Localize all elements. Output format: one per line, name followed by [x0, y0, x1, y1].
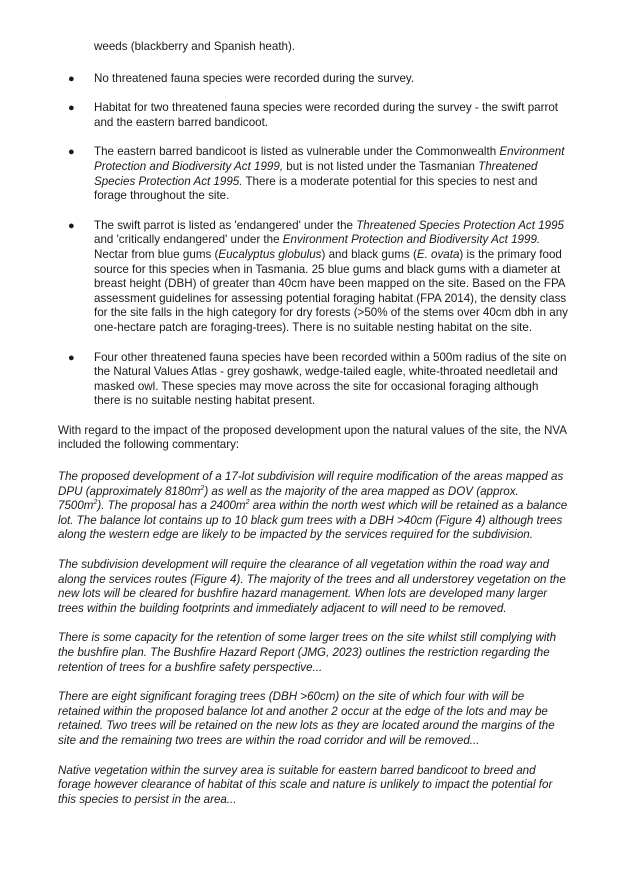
bullet-text	[94, 351, 566, 408]
text-run: ) as well as the majority of the area mapped as DOV (approx. 7500m	[58, 484, 519, 513]
bullet-icon: ●	[68, 351, 75, 364]
bullet-text	[94, 72, 414, 85]
quote-paragraph	[58, 470, 568, 543]
text-run: There is a moderate potential for this species to nest and forage throughout the site.	[94, 174, 538, 203]
text-run: but is not listed under the Tasmanian	[283, 159, 479, 173]
bullet-item	[58, 72, 568, 87]
bullet-icon: ●	[68, 102, 75, 115]
italic-run: Environment Protection and Biodiversity Act 1999,	[94, 145, 565, 173]
quote-paragraph	[58, 631, 568, 675]
text-run: ) and black gums (	[321, 247, 417, 261]
italic-run: Eucalyptus globulus	[218, 247, 322, 261]
text-run: and 'critically endangered' under the	[94, 233, 283, 247]
text-run: Nectar from blue gums (	[94, 247, 219, 261]
text-run: ) is the primary food source for this species when in Tasmania. 25 blue gums and black gums with a diameter at breast height (DBH) of greater than 40cm have been mapped on the site. Based on the FPA assessment guidelines for assessing potential foraging habitat (FPA 2014), the density class for the site falls in the high category for dry forests (>50% of the stems over 40cm dbh in any one-hectare patch are foraging-trees). There is no suitable nesting habitat on the site.	[94, 247, 568, 334]
italic-run: E. ovata	[416, 247, 460, 261]
document-page	[58, 40, 568, 822]
bullet-icon: ●	[68, 146, 75, 159]
italic-run: Environment Protection and Biodiversity Act 1999.	[282, 233, 541, 247]
text-run: Habitat for two threatened fauna species were recorded during the survey - the swift parrot and the eastern barred bandicoot.	[94, 101, 558, 129]
text-run: ). The proposal has a 2400m	[97, 499, 246, 513]
text-run: The eastern barred bandicoot is listed as vulnerable under the Commonwealth	[94, 145, 500, 159]
text-run: There is some capacity for the retention of some larger trees on the site whilst still complying with the bushfire plan. The Bushfire Hazard Report (JMG, 2023) outlines the restriction regarding the retention of trees for a bushfire safety perspective...	[58, 631, 557, 674]
bullet-item	[58, 219, 568, 336]
continuation-text: weeds (blackberry and Spanish heath).	[94, 40, 296, 53]
text-run: The proposed development of a 17-lot subdivision will require modification of the areas mapped as DPU (approximately 8180m	[58, 470, 564, 498]
quote-paragraph	[58, 558, 568, 616]
italic-run: Threatened Species Protection Act 1995.	[94, 159, 538, 188]
bullet-icon: ●	[68, 72, 75, 85]
superscript: 2	[93, 499, 98, 507]
text-run: Native vegetation within the survey area is suitable for eastern barred bandicoot to breed and forage however clearance of habitat of this scale and nature is unlikely to impact the potential for this species to persist in the area...	[58, 763, 553, 806]
bullet-text	[94, 145, 564, 202]
findings-list	[58, 72, 568, 409]
text-run: Four other threatened fauna species have been recorded within a 500m radius of the site on the Natural Values Atlas - grey goshawk, wedge-tailed eagle, white-throated needletail and masked owl. These species may move across the site for occasional foraging although there is no suitable nesting habitat present.	[94, 350, 567, 408]
bullet-text	[94, 219, 568, 334]
text-run: There are eight significant foraging trees (DBH >60cm) on the site of which four with will be retained within the proposed balance lot and another 2 occur at the edge of the lots and may be retained. Two trees will be retained on the new lots as they are located around the margins of the site and the remaining two trees are within the road corridor and will be removed...	[58, 690, 555, 747]
text-run: The swift parrot is listed as 'endangered' under the	[94, 218, 357, 232]
bullet-item	[58, 145, 568, 203]
bullet-item	[58, 101, 568, 130]
text-run: area within the north west which will be retained as a balance lot. The balance lot contains up to 10 black gum trees with a DBH >40cm (Figure 4) although trees along the western edge are likely to be impacted by the services required for the subdivision.	[58, 499, 568, 542]
bullet-text	[94, 101, 558, 129]
superscript: 2	[245, 499, 250, 507]
text-run: The subdivision development will require the clearance of all vegetation within the road way and along the services routes (Figure 4). The majority of the trees and all understorey vegetation on the new lots will be cleared for bushfire hazard management. When lots are developed many larger trees within the building footprints and immediately adjacent to will need to be removed.	[58, 558, 566, 615]
text-run: No threatened fauna species were recorded during the survey.	[94, 71, 415, 85]
quote-paragraph	[58, 764, 568, 808]
bullet-item	[58, 351, 568, 409]
intro-paragraph: With regard to the impact of the proposed development upon the natural values of the site, the NVA included the following commentary:	[58, 423, 567, 452]
bullet-icon: ●	[68, 219, 75, 232]
italic-run: Threatened Species Protection Act 1995	[356, 218, 564, 232]
quote-paragraph	[58, 690, 568, 748]
superscript: 2	[200, 484, 205, 492]
